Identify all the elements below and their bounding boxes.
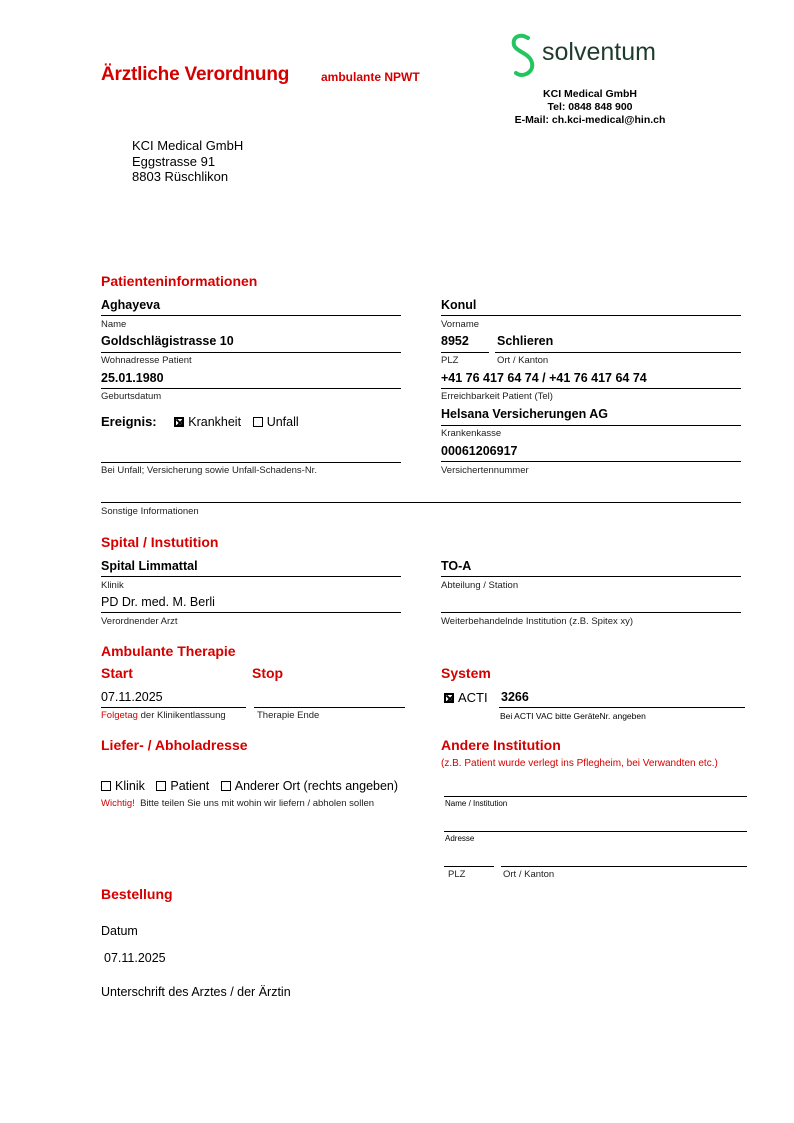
delivery-note	[101, 798, 374, 809]
patient-address-label: Wohnadresse Patient	[101, 355, 192, 366]
solventum-logo	[508, 33, 538, 84]
unfall-insurance-label: Bei Unfall; Versicherung sowie Unfall-Schadens-Nr.	[101, 465, 317, 476]
recipient-line: Eggstrasse 91	[132, 153, 216, 169]
section-other-institution-title: Andere Institution	[441, 737, 561, 753]
order-date-value[interactable]: 07.11.2025	[104, 951, 166, 965]
patient-birthdate-label: Geburtsdatum	[101, 391, 162, 402]
option-krankheit-label: Krankheit	[188, 415, 242, 429]
section-order-title: Bestellung	[101, 886, 173, 902]
section-hospital-title: Spital / Instutition	[101, 534, 219, 550]
patient-ort-label: Ort / Kanton	[497, 355, 549, 366]
start-date-value[interactable]: 07.11.2025	[101, 690, 163, 704]
company-name: KCI Medical GmbH	[543, 88, 637, 100]
divider	[254, 707, 405, 708]
patient-ort-value[interactable]: Schlieren	[497, 334, 554, 348]
divider	[441, 352, 489, 353]
order-date-label: Datum	[101, 924, 138, 938]
klinik-label: Klinik	[101, 580, 124, 591]
divider	[101, 707, 246, 708]
divider	[101, 352, 401, 353]
start-note-text: der Klinikentlassung	[140, 710, 226, 721]
delivery-note-text: Bitte teilen Sie uns mit wohin wir liefern / abholen sollen	[140, 798, 375, 809]
event-label: Ereignis:	[101, 414, 157, 429]
divider	[444, 866, 494, 867]
other-plz-label: PLZ	[448, 869, 466, 880]
divider	[101, 388, 401, 389]
delivery-note-red: Wichtig!	[101, 798, 135, 809]
other-institution-hint: (z.B. Patient wurde verlegt ins Pflegheim, bei Verwandten etc.)	[441, 758, 718, 769]
document-subtitle: ambulante NPWT	[321, 70, 420, 84]
section-patient-title: Patienteninformationen	[101, 273, 258, 289]
logo-s-icon	[508, 33, 538, 79]
option-unfall-label: Unfall	[266, 415, 299, 429]
divider	[101, 502, 741, 503]
checkbox-unfall[interactable]	[253, 417, 263, 427]
start-note-red: Folgetag	[101, 710, 138, 721]
patient-plz-label: PLZ	[441, 355, 459, 366]
system-label: System	[441, 665, 491, 681]
recipient-line: 8803 Rüschlikon	[132, 169, 229, 184]
recipient-address	[132, 138, 243, 185]
recipient-line: KCI Medical GmbH	[132, 138, 244, 153]
device-note: Bei ACTI VAC bitte GeräteNr. angeben	[500, 711, 646, 721]
divider	[441, 576, 741, 577]
checkbox-acti[interactable]	[444, 693, 454, 703]
other-address-label: Adresse	[445, 834, 475, 843]
divider	[444, 796, 747, 797]
checkbox-klinik[interactable]	[101, 781, 111, 791]
logo-text: solventum	[542, 38, 656, 66]
institution-label: Weiterbehandelnde Institution (z.B. Spitex xy)	[441, 616, 634, 627]
start-note	[101, 710, 226, 721]
other-info-label: Sonstige Informationen	[101, 506, 199, 517]
divider	[101, 612, 401, 613]
system-option	[444, 690, 488, 705]
klinik-value[interactable]: Spital Limmattal	[101, 559, 198, 573]
delivery-option-klinik: Klinik	[115, 779, 145, 793]
checkbox-krankheit[interactable]	[174, 417, 184, 427]
arzt-label: Verordnender Arzt	[101, 616, 178, 627]
delivery-options	[101, 779, 406, 793]
divider	[495, 352, 741, 353]
other-ort-label: Ort / Kanton	[503, 869, 555, 880]
patient-vorname-label: Vorname	[441, 319, 480, 330]
insurance-label: Krankenkasse	[441, 428, 502, 439]
patient-name-label: Name	[101, 319, 127, 330]
divider	[441, 612, 741, 613]
station-value[interactable]: TO-A	[441, 559, 472, 573]
section-delivery-title: Liefer- / Abholadresse	[101, 737, 248, 753]
patient-phone-value[interactable]: +41 76 417 64 74 / +41 76 417 64 74	[441, 371, 647, 385]
insured-number-value[interactable]: 00061206917	[441, 444, 518, 458]
company-email[interactable]: E-Mail: ch.kci-medical@hin.ch	[514, 114, 666, 126]
document-title: Ärztliche Verordnung	[101, 64, 290, 85]
divider	[441, 425, 741, 426]
other-name-label: Name / Institution	[445, 799, 508, 808]
patient-name-value[interactable]: Aghayeva	[101, 298, 161, 312]
divider	[441, 315, 741, 316]
station-label: Abteilung / Station	[441, 580, 519, 591]
stop-label: Stop	[252, 665, 284, 681]
device-number-value[interactable]: 3266	[501, 690, 529, 704]
insurance-value[interactable]: Helsana Versicherungen AG	[441, 407, 608, 421]
patient-address-value[interactable]: Goldschlägistrasse 10	[101, 334, 234, 348]
patient-phone-label: Erreichbarkeit Patient (Tel)	[441, 391, 553, 402]
event-group	[101, 414, 307, 429]
company-phone: Tel: 0848 848 900	[547, 101, 633, 113]
patient-vorname-value[interactable]: Konul	[441, 298, 477, 312]
checkbox-patient[interactable]	[156, 781, 166, 791]
divider	[441, 388, 741, 389]
divider	[101, 462, 401, 463]
checkbox-anderer-ort[interactable]	[221, 781, 231, 791]
signature-label: Unterschrift des Arztes / der Ärztin	[101, 985, 291, 999]
divider	[441, 461, 741, 462]
divider	[444, 831, 747, 832]
delivery-option-patient: Patient	[170, 779, 210, 793]
delivery-option-anderer-ort: Anderer Ort (rechts angeben)	[234, 779, 399, 793]
start-label: Start	[101, 665, 133, 681]
arzt-value[interactable]: PD Dr. med. M. Berli	[101, 595, 215, 609]
section-therapy-title: Ambulante Therapie	[101, 643, 236, 659]
stop-note: Therapie Ende	[257, 710, 320, 721]
system-option-label: ACTI	[458, 690, 488, 705]
divider	[101, 315, 401, 316]
insured-number-label: Versichertennummer	[441, 465, 529, 476]
patient-plz-value[interactable]: 8952	[441, 334, 469, 348]
divider	[101, 576, 401, 577]
divider	[501, 866, 747, 867]
divider	[499, 707, 745, 708]
patient-birthdate-value[interactable]: 25.01.1980	[101, 371, 164, 385]
